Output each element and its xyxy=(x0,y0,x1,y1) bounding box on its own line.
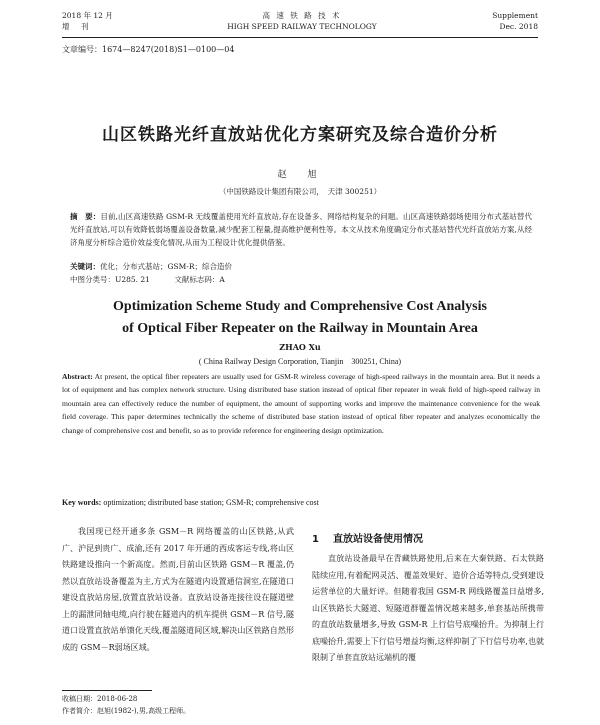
section-1-text: 直放站设备最早在青藏铁路使用,后来在大秦铁路、石太铁路陆续应用,有着配网灵活、覆盖效果好、造价合适等特点,受到建设运营单位的大量好评。但随着我国 GSM-R 网线路覆盖日益增多,山区铁路长大隧道、短隧道群覆盖情况越来越多,单套基站所携带的直放站数量增多,导致 GSM-R 上行信号底噪抬升。为抑制上行底噪抬升,需要上下行信号增益均衡,这样抑制了下行信号功率,也就限制了单套直放站远端机的覆 xyxy=(312,554,544,662)
title-zh: 山区铁路光纤直放站优化方案研究及综合造价分析 xyxy=(102,125,498,145)
title-en-line1: Optimization Scheme Study and Comprehensive Cost Analysis xyxy=(113,299,487,314)
abstract-zh xyxy=(70,210,532,249)
author-zh: 赵 旭 xyxy=(277,170,323,180)
keywords-zh-label: 关键词： xyxy=(70,262,100,271)
running-header xyxy=(62,8,538,38)
header-date-en: Dec. 2018 xyxy=(499,22,538,31)
body-column-right xyxy=(312,530,544,667)
header-supplement-zh: 增 刊 xyxy=(62,22,91,31)
footnote-author-intro: 作者简介：赵旭(1982-),男,高级工程师。 xyxy=(62,707,191,715)
abstract-en-label: Abstract: xyxy=(62,372,93,381)
header-supplement-en: Supplement xyxy=(492,11,538,20)
section-1-number: 1 xyxy=(312,534,319,545)
abstract-en-text: At present, the optical fiber repeaters are usually used for GSM-R wireless coverage of high-speed railways in the mountain area. But it needs a lot of equipment and has complex network structure. Using distributed base station instead of optical fiber repeater in weak field of high-speed railway in mountain area can effectively reduce the number of equipment, the amount of supporting works and improve the maintenance convenience for the weak field coverage. This paper determines technically the scheme of distributed base station instead of optical fiber repeater and analyzes economically the change of comprehensive cost and benefit, so as to provide reference for engineering design optimization. xyxy=(62,372,540,435)
abstract-en xyxy=(62,370,540,437)
article-number: 文章编号：1674—8247(2018)S1—0100—04 xyxy=(62,45,235,54)
keywords-zh-text: 优化；分布式基站；GSM-R；综合造价 xyxy=(100,262,232,271)
abstract-zh-label: 摘 要： xyxy=(70,212,101,221)
footnote-divider xyxy=(62,690,152,691)
author-en: ZHAO Xu xyxy=(279,342,321,352)
journal-name-en: HIGH SPEED RAILWAY TECHNOLOGY xyxy=(227,22,377,31)
title-en-line2: of Optical Fiber Repeater on the Railway in Mountain Area xyxy=(122,321,478,336)
affiliation-en: ( China Railway Design Corporation, Tianjin 300251, China) xyxy=(198,357,402,366)
keywords-en-label: Key words: xyxy=(62,498,102,507)
title-en xyxy=(40,296,560,340)
keywords-en-text: optimization; distributed base station; GSM-R; comprehensive cost xyxy=(101,498,319,507)
abstract-zh-text: 目前,山区高速铁路 GSM-R 无线覆盖使用光纤直放站,存在设备多、网络结构复杂的问题。山区高速铁路弱场使用分布式基站替代光纤直放站,可以有效降低弱场覆盖设备数量,减少配套工程量,提高维护便利性等。本文从技术角度确定分布式基站替代光纤直放站方案,从经济角度分析综合造价效益变化情况,从而为工程设计优化提供借鉴。 xyxy=(70,212,532,247)
section-1-title: 直放站设备使用情况 xyxy=(332,534,423,545)
clc-number: 中图分类号：U285. 21 xyxy=(70,275,150,284)
keywords-en xyxy=(62,498,319,507)
header-issue xyxy=(62,10,172,32)
header-journal xyxy=(212,10,392,32)
body-column-left: 我国现已经开通多条 GSM－R 网络覆盖的山区铁路,从武广、沪昆到贵广、成渝,还有 2017 年开通的西成客运专线,将山区铁路建设推向一个新高度。然而,目前山区铁路 GSM－R 覆盖,仍然以直放站设备覆盖为主,方式为在隧道内设置通信洞室,在隧道口建设直放站房屋,放置直放站设备。直放站设备连接往设在隧道壁上的漏泄同轴电缆,向行驶在隧道内的机车提供 GSM－R 信号,隧道口设置直放站单馈化天线,覆盖隧道间区域,解决山区铁路自然形成的 GSM－R弱场区域。 xyxy=(62,527,294,652)
classification-zh xyxy=(70,274,247,285)
journal-name-zh: 高 速 铁 路 技 术 xyxy=(262,11,342,20)
header-issue-en xyxy=(448,10,538,32)
section-1-heading xyxy=(312,530,544,545)
keywords-zh xyxy=(70,261,232,272)
header-date: 2018 年 12 月 xyxy=(62,11,113,20)
affiliation-zh: （中国铁路设计集团有限公司， 天津 300251） xyxy=(218,187,382,196)
footnote-received: 收稿日期：2018-06-28 xyxy=(62,695,138,703)
document-code: 文献标志码：A xyxy=(174,275,225,284)
